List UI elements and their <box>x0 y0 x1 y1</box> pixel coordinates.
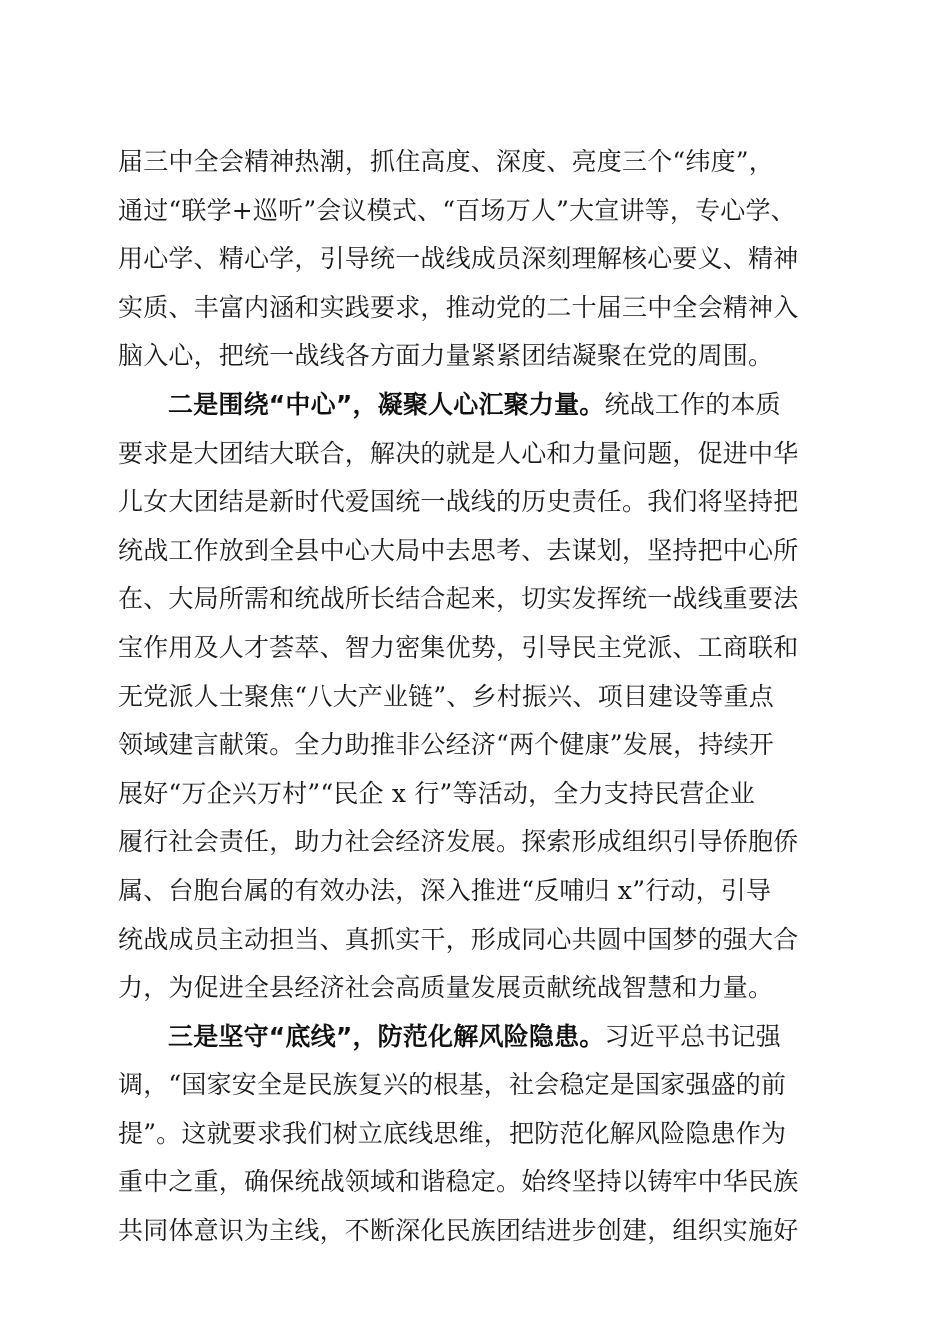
text-line: 统战工作放到全县中心大局中去思考、去谋划，坚持把中心所 <box>118 535 799 565</box>
text-line: 履行社会责任，助力社会经济发展。探索形成组织引导侨胞侨 <box>118 827 799 857</box>
paragraph-first-line <box>118 1013 838 1062</box>
text-line: 展好“万企兴万村”“民企 x 行”等活动，全力支持民营企业 <box>118 778 755 808</box>
document-body <box>118 138 838 1256</box>
text-line: 届三中全会精神热潮，抓住高度、深度、亮度三个“纬度”， <box>118 147 774 176</box>
paragraph-first-line <box>118 381 838 430</box>
text-line: 提”。这就要求我们树立底线思维，把防范化解风险隐患作为 <box>118 1118 787 1148</box>
text-line: 用心学、精心学，引导统一战线成员深刻理解核心要义、精神 <box>118 244 799 274</box>
text-line: 重中之重，确保统战领域和谐稳定。始终坚持以铸牢中华民族 <box>118 1167 799 1197</box>
text-line: 领域建言献策。全力助推非公经济“两个健康”发展，持续开 <box>118 730 774 760</box>
text-span: 习近平总书记强 <box>604 1021 781 1051</box>
text-line: 无党派人士聚焦“八大产业链”、乡村振兴、项目建设等重点 <box>118 681 774 711</box>
text-line: 调，“国家安全是民族复兴的根基，社会稳定是国家强盛的前 <box>118 1070 787 1100</box>
text-line: 共同体意识为主线，不断深化民族团结进步创建，组织实施好 <box>118 1216 799 1246</box>
text-line: 宝作用及人才荟萃、智力密集优势，引导民主党派、工商联和 <box>118 632 799 662</box>
text-line: 统战成员主动担当、真抓实干，形成同心共圆中国梦的强大合 <box>118 924 799 954</box>
text-line: 力，为促进全县经济社会高质量发展贡献统战智慧和力量。 <box>118 973 774 1003</box>
text-line: 儿女大团结是新时代爱国统一战线的历史责任。我们将坚持把 <box>118 487 799 517</box>
text-line: 通过“联学+巡听”会议模式、“百场万人”大宣讲等，专心学、 <box>118 195 796 225</box>
section-heading: 二是围绕“中心”，凝聚人心汇聚力量。 <box>168 389 605 419</box>
text-line: 实质、丰富内涵和实践要求，推动党的二十届三中全会精神入 <box>118 292 799 322</box>
text-span: 统战工作的本质 <box>604 389 781 419</box>
section-heading: 三是坚守“底线”，防范化解风险隐患。 <box>168 1021 605 1051</box>
text-line: 脑入心，把统一战线各方面力量紧紧团结凝聚在党的周围。 <box>118 341 774 371</box>
text-line: 在、大局所需和统战所长结合起来，切实发挥统一战线重要法 <box>118 584 799 614</box>
text-line: 要求是大团结大联合，解决的就是人心和力量问题，促进中华 <box>118 438 799 468</box>
text-line: 属、台胞台属的有效办法，深入推进“反哺归 x”行动，引导 <box>118 875 772 905</box>
